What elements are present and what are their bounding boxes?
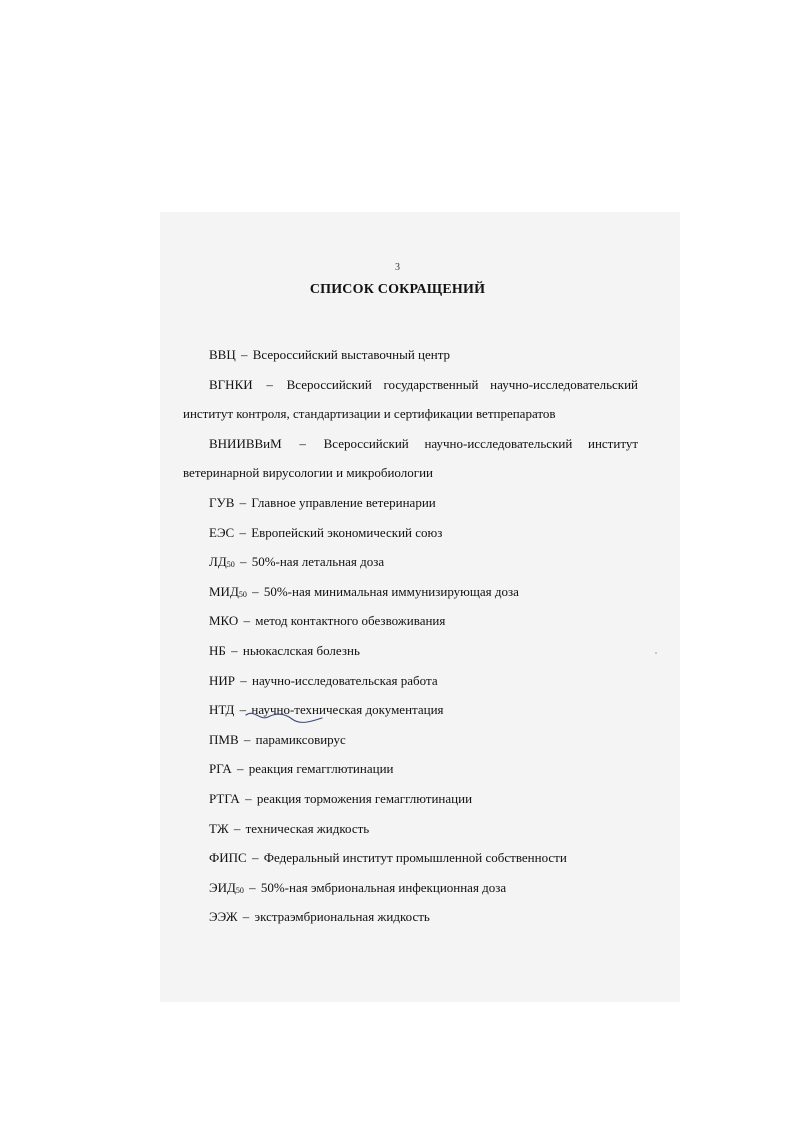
abbreviation-entry — [183, 666, 638, 696]
abbreviation-entry — [183, 695, 638, 725]
abbreviation-term — [209, 613, 238, 628]
abbreviation-dash: – — [240, 672, 247, 688]
abbreviation-definition: Всероссийский выставочный центр — [252, 347, 451, 362]
abbreviation-definition: реакция торможения гемагглютинации — [256, 790, 473, 806]
abbreviation-dash: – — [239, 554, 247, 570]
abbreviation-dash: – — [231, 642, 238, 658]
abbreviation-term-text: НТД — [209, 702, 235, 718]
abbreviation-dash: – — [266, 376, 273, 392]
abbreviation-definition: ньюкаслская болезнь — [242, 642, 360, 658]
abbreviation-entry — [183, 370, 638, 429]
abbreviation-entry — [183, 429, 638, 488]
abbreviation-term — [209, 732, 239, 747]
abbreviation-term-text: ВГНКИ — [209, 376, 253, 392]
abbreviation-dash: – — [249, 879, 256, 895]
abbreviation-term-text: ПМВ — [209, 731, 239, 747]
abbreviation-entry — [183, 488, 638, 518]
abbreviation-term-text: ФИПС — [209, 850, 247, 866]
abbreviation-definition: Всероссийский научно-исследовательский институт ветеринарной вирусологии и микробиологии — [183, 435, 639, 481]
abbreviation-definition: научно-исследовательская работа — [252, 672, 438, 688]
abbreviation-dash: – — [236, 761, 244, 777]
abbreviation-term — [209, 436, 282, 451]
scan-speck — [655, 652, 657, 654]
abbreviation-entry — [183, 577, 638, 607]
abbreviation-entry — [183, 547, 638, 577]
abbreviation-dash: – — [239, 524, 246, 540]
abbreviation-term — [209, 347, 236, 362]
abbreviation-term — [209, 880, 244, 895]
abbreviation-dash: – — [251, 850, 259, 866]
abbreviation-term-text: РТГА — [209, 790, 240, 806]
abbreviation-definition: Главное управление ветеринарии — [251, 494, 436, 510]
abbreviation-term — [209, 584, 247, 599]
abbreviation-term-text: НБ — [209, 642, 226, 658]
abbreviation-term — [209, 673, 235, 688]
abbreviation-definition: парамиксовирус — [255, 731, 346, 747]
abbreviation-entry — [183, 754, 638, 784]
abbreviation-term — [209, 702, 234, 717]
abbreviation-term — [209, 643, 226, 658]
abbreviation-definition: научно-техническая документация — [251, 702, 444, 718]
abbreviation-term — [209, 761, 232, 776]
abbreviation-dash: – — [242, 909, 250, 925]
abbreviation-definition: реакция гемагглютинации — [248, 761, 394, 777]
abbreviation-term — [209, 525, 234, 540]
abbreviation-entry — [183, 636, 638, 666]
abbreviation-dash: – — [243, 731, 251, 747]
abbreviation-term — [209, 554, 235, 569]
abbreviation-term-text: НИР — [209, 672, 236, 688]
abbreviation-term — [209, 909, 238, 924]
abbreviation-definition: техническая жидкость — [245, 820, 370, 836]
abbreviation-entry — [183, 843, 638, 873]
abbreviation-term-text: МИД — [209, 583, 239, 599]
abbreviation-entry — [183, 518, 638, 548]
abbreviation-subscript: 50 — [235, 885, 244, 895]
abbreviation-definition: 50%-ная минимальная иммунизирующая доза — [263, 583, 519, 599]
abbreviation-term-text: ЛД — [209, 554, 227, 570]
abbreviation-definition: метод контактного обезвоживания — [255, 613, 446, 629]
abbreviation-term — [209, 850, 247, 865]
abbreviation-term-text: ГУВ — [209, 494, 235, 510]
abbreviation-term — [209, 791, 240, 806]
abbreviation-term-text: ЕЭС — [209, 524, 235, 540]
abbreviation-entry — [183, 725, 638, 755]
page-number: 3 — [395, 262, 400, 273]
abbreviation-definition: Всероссийский государственный научно-исследовательский институт контроля, стандартизации и сертификации ветпрепаратов — [183, 376, 639, 422]
abbreviation-entry — [183, 873, 638, 903]
abbreviation-definition: 50%-ная эмбриональная инфекционная доза — [260, 879, 507, 895]
abbreviation-dash: – — [240, 347, 248, 362]
abbreviation-dash: – — [239, 494, 247, 510]
abbreviation-entry — [183, 902, 638, 932]
abbreviation-dash: – — [299, 435, 306, 451]
abbreviation-dash: – — [239, 702, 247, 718]
abbreviation-entry — [183, 784, 638, 814]
abbreviation-term-text: ВНИИВВиМ — [209, 435, 282, 451]
abbreviation-dash: – — [243, 613, 251, 629]
abbreviation-term — [209, 377, 253, 392]
abbreviation-definition: 50%-ная летальная доза — [251, 554, 385, 570]
abbreviation-term — [209, 821, 229, 836]
abbreviation-dash: – — [233, 820, 241, 836]
abbreviation-term — [209, 495, 234, 510]
abbreviation-list — [183, 340, 638, 932]
abbreviation-subscript: 50 — [226, 560, 235, 570]
abbreviation-definition: Федеральный институт промышленной собственности — [263, 850, 567, 866]
abbreviation-term-text: ЭИД — [209, 879, 236, 895]
abbreviation-definition: Европейский экономический союз — [251, 524, 443, 540]
abbreviation-dash: – — [252, 583, 259, 599]
abbreviation-term-text: ЭЭЖ — [209, 909, 238, 925]
abbreviation-term-text: ТЖ — [209, 820, 229, 836]
abbreviation-definition: экстраэмбриональная жидкость — [254, 909, 430, 925]
abbreviation-term-text: ВВЦ — [209, 347, 236, 362]
abbreviation-entry — [183, 340, 638, 370]
abbreviation-entry — [183, 606, 638, 636]
abbreviation-term-text: МКО — [209, 613, 239, 629]
abbreviation-term-text: РГА — [209, 761, 232, 777]
page-title: СПИСОК СОКРАЩЕНИЙ — [309, 282, 486, 297]
abbreviation-subscript: 50 — [238, 589, 247, 599]
abbreviation-entry — [183, 814, 638, 844]
abbreviation-dash: – — [245, 790, 252, 806]
